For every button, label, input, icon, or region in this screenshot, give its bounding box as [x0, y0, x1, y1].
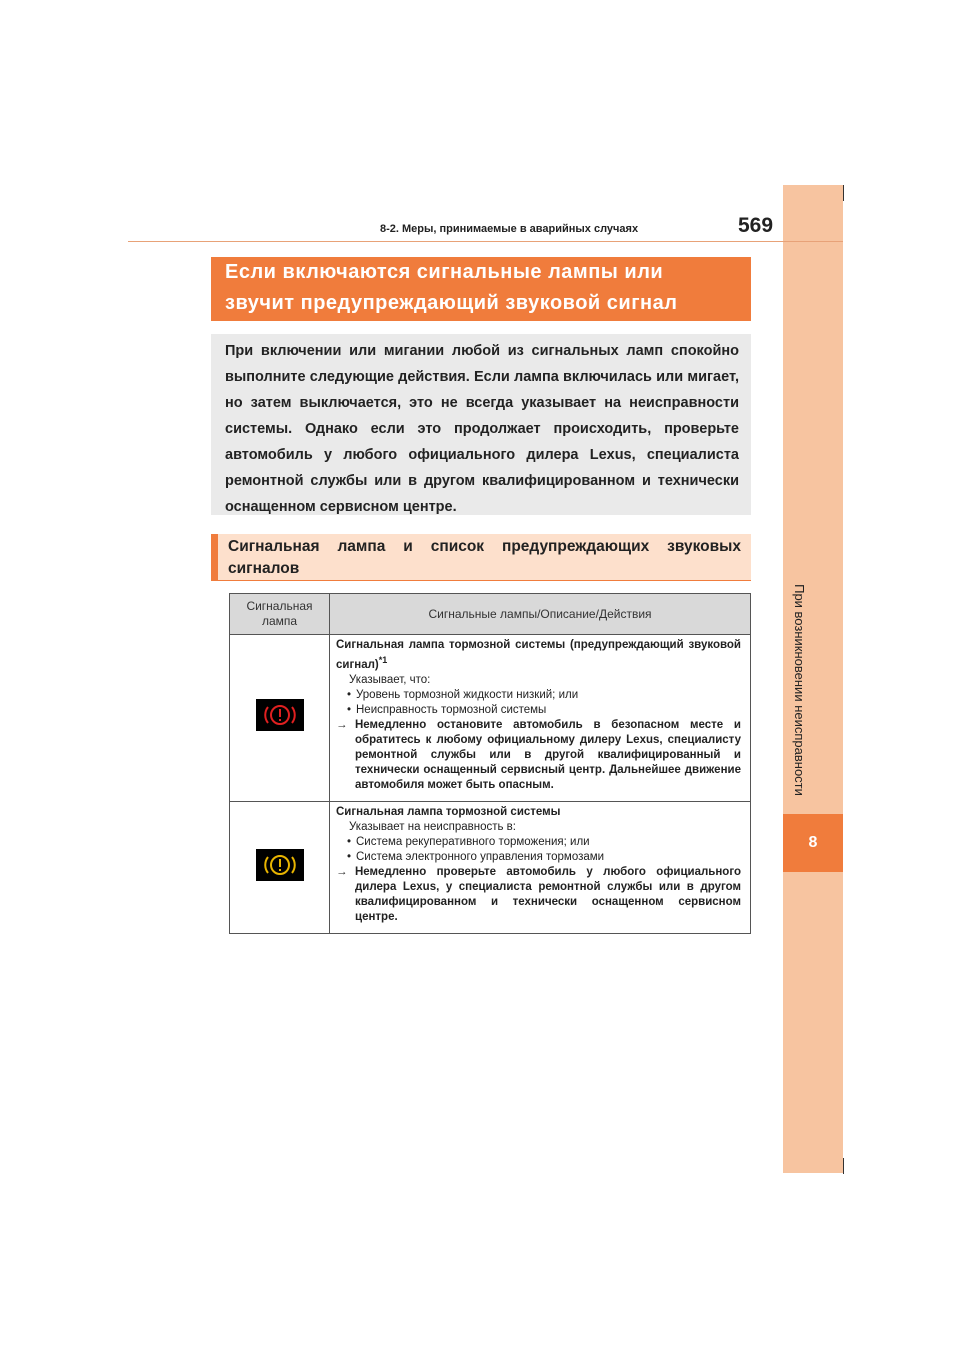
lamp-subtitle: Указывает на неисправность в: — [349, 820, 516, 833]
brake-warning-red-icon — [256, 699, 304, 731]
crop-mark-bottom — [843, 1158, 844, 1174]
page-title-line1: Если включаются сигнальные лампы или — [225, 261, 664, 283]
lamp-action: → Немедленно остановите автомобиль в безопасном месте и обратитесь к любому официальному дилеру Lexus, специалисту ремонтной службы или в другой квалифицированный и технически оснащенный сервисный центр. Дальнейшее движение автомобиля может быть опасным. — [336, 718, 741, 791]
table-header-description: Сигнальные лампы/Описание/Действия — [330, 594, 751, 635]
table-row — [230, 635, 751, 802]
header-divider — [128, 241, 843, 242]
lamp-description-cell — [330, 801, 751, 933]
chapter-vertical-label: При возникновении неисправности — [792, 584, 807, 796]
list-item: • Неисправность тормозной системы — [336, 703, 741, 718]
page-number: 569 — [738, 214, 774, 237]
warning-lamp-table — [229, 593, 751, 934]
lamp-action: → Немедленно проверьте автомобиль у любого официального дилера Lexus, у специалиста ремонтной службы или в другом квалифицированном и технически оснащенном сервисном центре. — [336, 865, 741, 923]
lamp-description-cell — [330, 635, 751, 802]
list-item: • Система электронного управления тормозами — [336, 850, 741, 865]
lamp-icon-cell — [230, 635, 330, 802]
brake-warning-amber-icon — [256, 849, 304, 881]
chapter-tab[interactable]: 8 — [783, 814, 843, 872]
table-header-row — [230, 594, 751, 635]
header-section-title: 8-2. Меры, принимаемые в аварийных случаях — [380, 223, 639, 235]
lamp-title: Сигнальная лампа тормозной системы — [336, 805, 561, 818]
footnote-marker: *1 — [378, 655, 388, 665]
table-row — [230, 801, 751, 933]
page-title-line2: звучит предупреждающий звуковой сигнал — [225, 292, 678, 314]
arrow-icon: → — [336, 718, 348, 731]
lamp-title: Сигнальная лампа тормозной системы (предупреждающий звуковой сигнал)$^{*1}$ — [336, 639, 741, 671]
crop-mark-top — [843, 185, 844, 201]
intro-paragraph: При включении или мигании любой из сигнальных ламп спокойно выполните следующие действия. Если лампа включилась или мигает, но затем выключается, это не всегда указывает на неисправности системы. Однако если это продолжает происходить, проверьте автомобиль у любого официального дилера Lexus, специалиста ремонтной службы или в другом квалифицированном и технически оснащенном сервисном центре. — [211, 334, 751, 515]
list-item: • Уровень тормозной жидкости низкий; или — [336, 688, 741, 703]
lamp-subtitle: Указывает, что: — [349, 673, 431, 686]
section-heading: Сигнальная лампа и список предупреждающих звуковых сигналов — [211, 534, 751, 581]
arrow-icon: → — [336, 865, 348, 878]
lamp-icon-cell — [230, 801, 330, 933]
table-header-lamp: Сигнальная лампа — [230, 594, 330, 635]
list-item: • Система рекуперативного торможения; или — [336, 835, 741, 850]
page-title — [211, 257, 751, 321]
